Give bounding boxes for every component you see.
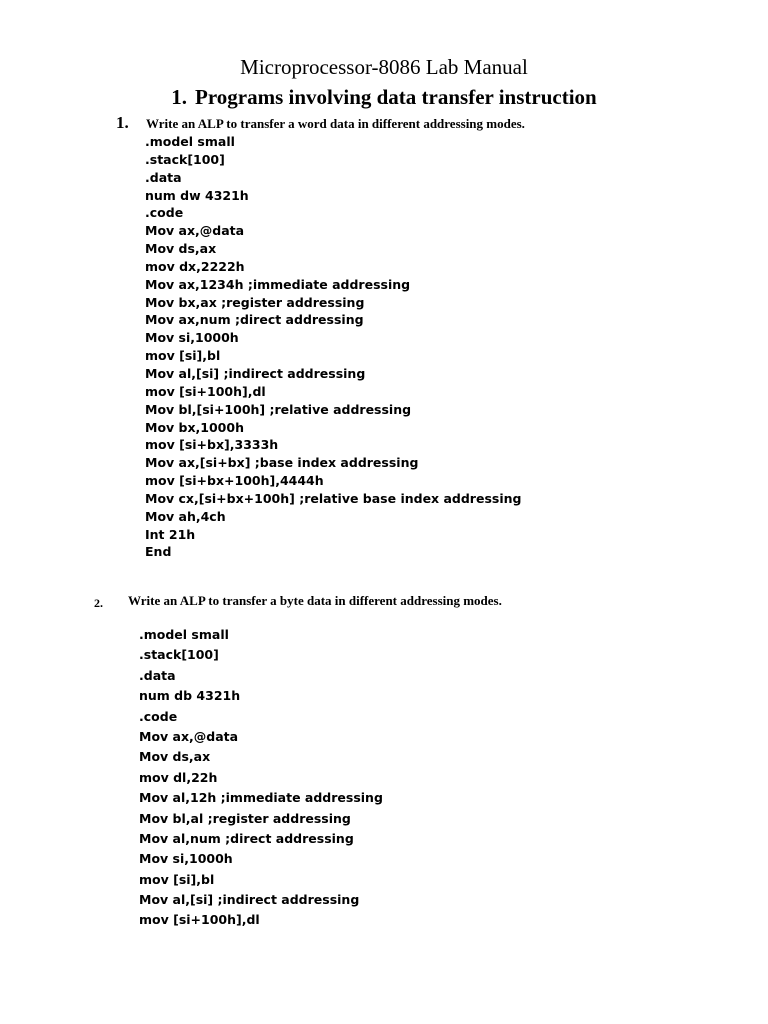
section-title: Programs involving data transfer instruction (195, 85, 597, 109)
code-line: .code (139, 708, 178, 724)
code-line: Mov al,12h ;immediate addressing (139, 790, 383, 806)
code-line: mov dx,2222h (145, 258, 245, 274)
code-line: mov [si+100h],dl (145, 383, 266, 399)
code-line: .model small (145, 134, 235, 149)
code-line: .model small (139, 627, 229, 642)
question-2-text: Write an ALP to transfer a byte data in different addressing modes. (128, 593, 502, 608)
code-line: Mov cx,[si+bx+100h] ;relative base index addressing (145, 490, 522, 506)
code-line: Mov bl,al ;register addressing (139, 810, 351, 826)
section-heading (0, 85, 768, 110)
question-1-text: Write an ALP to transfer a word data in different addressing modes. (146, 116, 525, 131)
code-line: Mov al,[si] ;indirect addressing (139, 892, 360, 908)
question-1-number: 1. (116, 113, 129, 132)
code-line: Mov al,num ;direct addressing (139, 830, 354, 846)
code-line: Mov ax,[si+bx] ;base index addressing (145, 455, 419, 471)
code-line: Mov ds,ax (139, 749, 211, 765)
question-2-code (139, 625, 383, 931)
code-line: Mov si,1000h (139, 851, 233, 867)
code-line: End (145, 544, 172, 560)
code-line: .stack[100] (145, 151, 225, 167)
code-line: .stack[100] (139, 647, 219, 663)
section-number: 1. (171, 85, 188, 109)
question-1-code (145, 133, 521, 561)
code-line: Mov si,1000h (145, 330, 239, 346)
code-line: Mov bx,1000h (145, 419, 244, 435)
code-line: num db 4321h (139, 688, 241, 704)
code-line: Mov ds,ax (145, 241, 217, 257)
code-line: mov [si+bx],3333h (145, 437, 279, 453)
code-line: Int 21h (145, 526, 196, 542)
code-line: Mov al,[si] ;indirect addressing (145, 365, 366, 381)
code-line: mov [si],bl (145, 348, 221, 364)
code-line: mov [si],bl (139, 871, 215, 887)
document-title: Microprocessor-8086 Lab Manual (240, 55, 528, 79)
code-line: Mov ax,@data (145, 223, 245, 239)
code-line: .data (145, 169, 182, 185)
code-line: Mov ax,num ;direct addressing (145, 312, 364, 328)
code-line: .data (139, 667, 176, 683)
code-line: mov dl,22h (139, 769, 218, 785)
question-2-number: 2. (94, 596, 103, 610)
code-line: .code (145, 205, 184, 221)
code-line: mov [si+bx+100h],4444h (145, 473, 324, 489)
code-line: num dw 4321h (145, 187, 249, 203)
code-line: Mov bl,[si+100h] ;relative addressing (145, 401, 412, 417)
code-line: mov [si+100h],dl (139, 912, 260, 928)
code-line: Mov bx,ax ;register addressing (145, 294, 365, 310)
code-line: Mov ax,@data (139, 728, 239, 744)
code-line: Mov ah,4ch (145, 508, 226, 524)
code-line: Mov ax,1234h ;immediate addressing (145, 276, 411, 292)
